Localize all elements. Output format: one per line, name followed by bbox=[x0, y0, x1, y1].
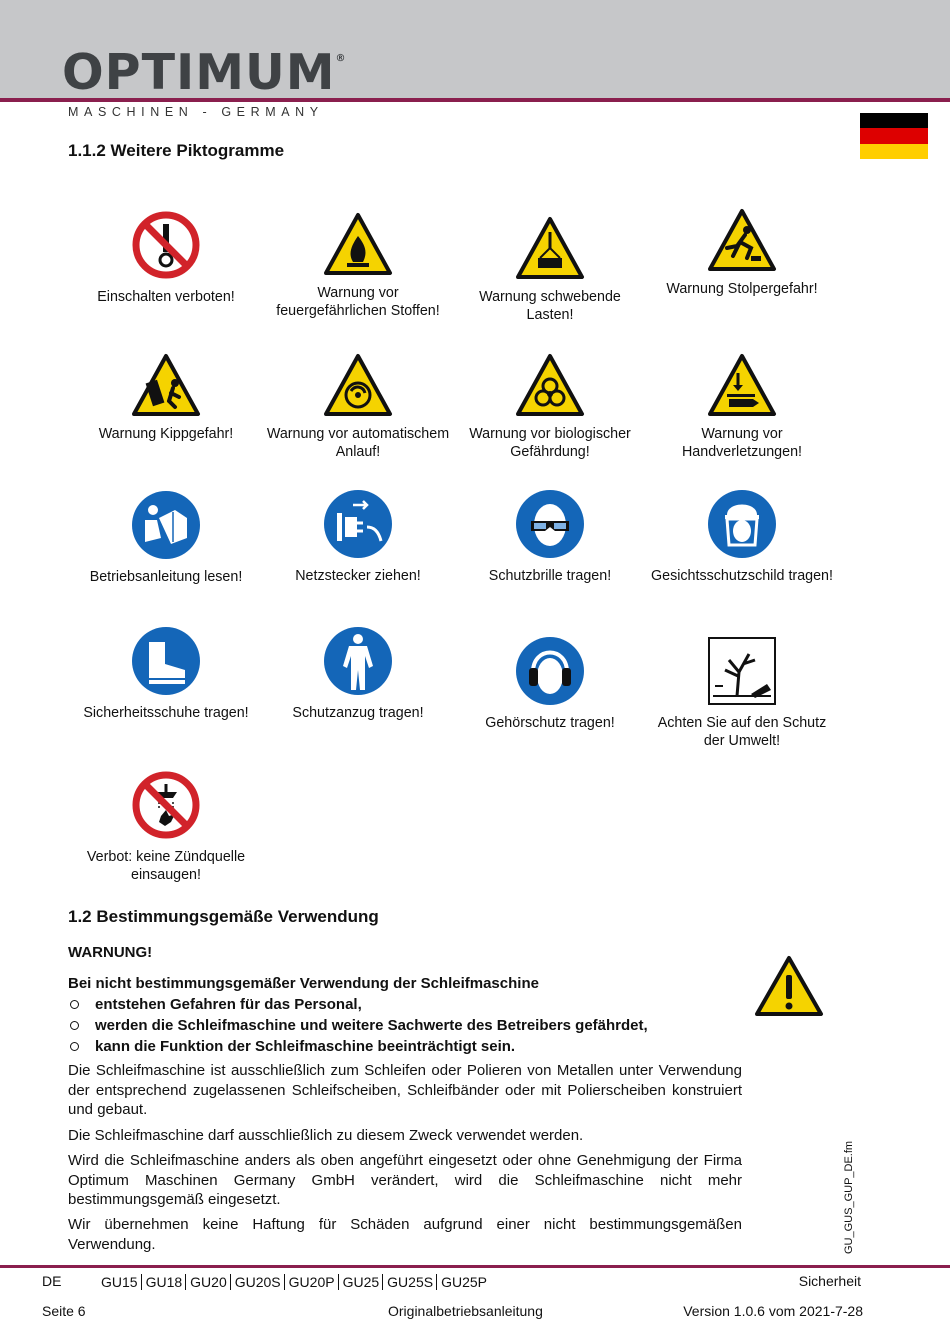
protective-suit-icon bbox=[323, 626, 393, 696]
pictogram: Verbot: keine Zündquelle einsaugen! bbox=[70, 770, 262, 884]
footer-language: DE bbox=[42, 1273, 62, 1289]
pictogram: Betriebsanleitung lesen! bbox=[70, 490, 262, 586]
german-flag-icon bbox=[860, 113, 928, 159]
unplug-icon bbox=[323, 489, 393, 559]
tipping-hazard-warning-icon bbox=[131, 353, 201, 417]
pictogram: Warnung Stolpergefahr! bbox=[646, 208, 838, 298]
footer-page: Seite 6 bbox=[42, 1303, 86, 1319]
pictogram: Warnung vor biologischer Gefährdung! bbox=[454, 353, 646, 461]
paragraph: Die Schleifmaschine darf ausschließlich zu diesem Zweck verwendet werden. bbox=[68, 1127, 584, 1144]
pictogram: Warnung vor Handverletzungen! bbox=[646, 353, 838, 461]
suspended-load-warning-icon bbox=[515, 216, 585, 280]
warning-bullet: werden die Schleifmaschine und weitere Sachwerte des Betreibers gefährdet, bbox=[68, 1015, 748, 1036]
read-manual-icon bbox=[131, 490, 201, 560]
face-shield-icon bbox=[707, 489, 777, 559]
paragraph: Wird die Schleifmaschine anders als oben angeführt eingesetzt oder ohne Genehmigung der Firma Optimum Maschinen Germany GmbH verändert, wird die Schleifmaschine nicht mehr bestimmungsgemäß eingesetzt. bbox=[68, 1152, 742, 1208]
pictogram: Gehörschutz tragen! bbox=[454, 636, 646, 732]
pictogram: Warnung vor automatischem Anlauf! bbox=[262, 353, 454, 461]
no-ignition-source-icon bbox=[131, 770, 201, 840]
pictogram: Schutzbrille tragen! bbox=[454, 489, 646, 585]
warning-title: WARNUNG! bbox=[68, 944, 153, 961]
pictogram: Achten Sie auf den Schutz der Umwelt! bbox=[646, 636, 838, 750]
pictogram: Sicherheitsschuhe tragen! bbox=[70, 626, 262, 722]
paragraph: Wir übernehmen keine Haftung für Schäden aufgrund einer nicht bestimmungsgemäßen Verwendung. bbox=[68, 1216, 742, 1253]
pictogram: Netzstecker ziehen! bbox=[262, 489, 454, 585]
hand-injury-warning-icon bbox=[707, 353, 777, 417]
section-title-pictograms: 1.1.2 Weitere Piktogramme bbox=[68, 141, 285, 160]
pictogram: Gesichtsschutzschild tragen! bbox=[646, 489, 838, 585]
pictogram: Warnung schwebende Lasten! bbox=[454, 216, 646, 324]
biohazard-warning-icon bbox=[515, 353, 585, 417]
footer-section: Sicherheit bbox=[798, 1273, 861, 1289]
warning-bullet: entstehen Gefahren für das Personal, bbox=[68, 994, 748, 1015]
paragraph: Die Schleifmaschine ist ausschließlich zum Schleifen oder Polieren von Metallen unter Verwendung der entsprechend zugelassenen Schleifscheiben, Schleifbänder oder mit Polierscheiben konstruiert und gebaut. bbox=[68, 1062, 742, 1118]
pictogram: Warnung vor feuergefährlichen Stoffen! bbox=[262, 212, 454, 320]
footer-rule bbox=[0, 1265, 950, 1268]
flammable-warning-icon bbox=[323, 212, 393, 276]
footer-models: GU15 GU18 GU20 GU20S GU20P GU25 GU25S GU25P bbox=[101, 1274, 487, 1290]
footer-version: Version 1.0.6 vom 2021-7-28 bbox=[683, 1303, 863, 1319]
environment-icon bbox=[707, 636, 777, 706]
trip-hazard-warning-icon bbox=[707, 208, 777, 272]
warning-intro: Bei nicht bestimmungsgemäßer Verwendung der Schleifmaschine bbox=[68, 975, 539, 992]
safety-shoes-icon bbox=[131, 626, 201, 696]
warning-block bbox=[68, 973, 748, 1057]
pictogram: Einschalten verboten! bbox=[70, 210, 262, 306]
footer-doc-title: Originalbetriebsanleitung bbox=[388, 1303, 543, 1319]
warning-bullet: kann die Funktion der Schleifmaschine beeinträchtigt sein. bbox=[68, 1036, 748, 1057]
safety-goggles-icon bbox=[515, 489, 585, 559]
logo-subtitle: MASCHINEN - GERMANY bbox=[68, 105, 324, 119]
section-title-intended-use: 1.2 Bestimmungsgemäße Verwendung bbox=[68, 907, 379, 926]
no-switch-on-icon bbox=[131, 210, 201, 280]
pictogram: Schutzanzug tragen! bbox=[262, 626, 454, 722]
pictogram: Warnung Kippgefahr! bbox=[70, 353, 262, 443]
ear-protection-icon bbox=[515, 636, 585, 706]
optimum-logo: OPTIMUM® bbox=[62, 44, 347, 101]
file-code: GU_GUS_GUP_DE.fm bbox=[843, 1140, 855, 1254]
automatic-start-warning-icon bbox=[323, 353, 393, 417]
general-warning-icon bbox=[754, 955, 824, 1017]
